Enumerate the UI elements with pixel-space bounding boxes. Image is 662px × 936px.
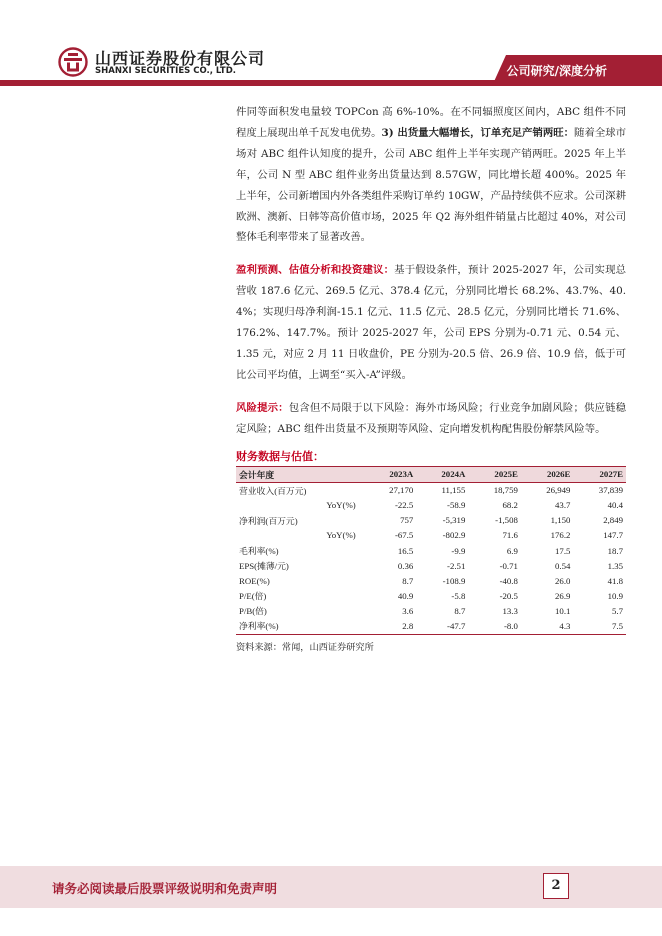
forecast-heading: 盈利预测、估值分析和投资建议： (236, 264, 395, 277)
table-source: 资料来源：常闻，山西证券研究所 (236, 641, 374, 653)
table-cell: -1,508 (495, 515, 518, 526)
para1-bold-heading: 3) 出货量大幅增长，订单充足产销两旺： (381, 126, 575, 139)
table-cell: -47.7 (416, 618, 468, 634)
table-cell: -2.51 (447, 560, 466, 571)
table-title: 财务数据与估值： (236, 449, 324, 463)
row-label: YoY(%) (326, 530, 356, 541)
table-cell: 16.5 (397, 545, 414, 556)
risk-text: 包含但不局限于以下风险：海外市场风险；行业竞争加剧风险；供应链稳定风险；ABC 组件出货量不及预期等风险、定向增发机构配售股份解禁风险等。 (236, 401, 627, 435)
table-cell: 17.5 (555, 545, 571, 556)
body-paragraph-3 (236, 398, 626, 440)
report-type-label: 公司研究/深度分析 (506, 64, 607, 78)
table-cell: -20.5 (499, 590, 518, 601)
table-cell: -802.9 (442, 530, 466, 541)
table-cell: -5,319 (442, 515, 466, 526)
table-cell: 147.7 (603, 530, 623, 541)
para1-text-a: 件同等面积发电量较 TOPCon 高 6%-10%。在不同辐照度区间内，ABC 组件不同程度上展现出单千瓦发电优势。 (236, 106, 626, 139)
table-cell: 2.8 (364, 618, 417, 634)
table-cell: 41.8 (607, 575, 623, 586)
table-cell: 40.9 (397, 590, 414, 601)
body-paragraph-1 (236, 102, 626, 248)
row-label: EPS(摊薄/元) (239, 561, 289, 572)
table-row (236, 573, 626, 588)
table-cell: 2,849 (603, 515, 623, 526)
row-label: ROE(%) (239, 575, 270, 586)
row-label: 净利率(%) (236, 618, 364, 634)
table-cell: 71.6 (502, 530, 518, 541)
table-row (236, 543, 626, 558)
table-cell: 0.54 (555, 560, 571, 571)
table-cell: 18.7 (607, 545, 623, 556)
company-name-en: SHANXI SECURITIES CO., LTD. (95, 66, 237, 76)
table-cell: 1,150 (550, 515, 571, 526)
row-label: 净利润(百万元) (239, 515, 298, 526)
table-cell: 0.36 (397, 560, 414, 571)
table-row (236, 528, 626, 543)
table-cell: 8.7 (402, 575, 414, 586)
table-row (236, 482, 626, 498)
table-cell: 26.9 (555, 590, 571, 601)
table-cell: -108.9 (442, 575, 466, 586)
table-cell: 8.7 (454, 605, 466, 616)
header-cell: 2024A (416, 466, 468, 482)
header-cell: 会计年度 (236, 466, 364, 482)
row-label: YoY(%) (326, 500, 356, 511)
table-cell: 37,839 (598, 485, 623, 496)
table-cell: 1.35 (607, 560, 623, 571)
shanxi-securities-logo-icon (58, 47, 88, 77)
table-cell: 6.9 (506, 545, 518, 556)
table-cell: 10.1 (555, 605, 571, 616)
table-cell: 176.2 (550, 530, 571, 541)
page-number: 2 (543, 873, 569, 899)
header-cell: 2025E (468, 466, 521, 482)
row-label: 营业收入(百万元) (239, 485, 307, 496)
table-row (236, 498, 626, 513)
table-cell: -58.9 (447, 500, 466, 511)
row-label: 毛利率(%) (239, 546, 279, 557)
header-cell: 2026E (521, 466, 574, 482)
row-label: P/E(倍) (239, 591, 267, 602)
body-paragraph-2 (236, 260, 626, 385)
table-cell: 3.6 (402, 605, 414, 616)
table-cell: 4.3 (521, 618, 574, 634)
table-cell: -8.0 (468, 618, 521, 634)
financial-table (236, 466, 626, 635)
company-name-cn: 山西证券股份有限公司 (95, 49, 266, 68)
table-cell: -5.8 (451, 590, 466, 601)
table-cell: 26.0 (555, 575, 571, 586)
row-label: P/B(倍) (239, 606, 267, 617)
table-cell: -0.71 (499, 560, 518, 571)
forecast-text: 基于假设条件，预计 2025-2027 年，公司实现总营收 187.6 亿元、269.5 亿元、378.4 亿元，分别同比增长 68.2%、43.7%、40.4%；实现归母净利润-15.1 亿元、11.5 亿元、28.5 亿元，分别同比增长 71.6%、176.2%、147.7%。预计 2025-2027 年，公司 EPS 分别为-0.71 元、0.54 元、1.35 元，对应 2 月 11 日收盘价，PE 分别为-20.5 倍、26.9 倍、10.9 倍，低于可比公司平均值，上调至“买入-A”评级。 (236, 264, 626, 381)
table-row (236, 513, 626, 528)
table-row (236, 618, 626, 634)
table-cell: 10.9 (607, 590, 623, 601)
table-cell: 13.3 (502, 605, 518, 616)
table-header-row (236, 466, 626, 482)
table-cell: -40.8 (499, 575, 518, 586)
table-row (236, 588, 626, 603)
table-cell: 40.4 (607, 500, 623, 511)
table-row (236, 603, 626, 618)
header-cell: 2027E (573, 466, 626, 482)
table-cell: 27,170 (389, 485, 414, 496)
table-cell: -9.9 (451, 545, 466, 556)
table-cell: 18,759 (493, 485, 518, 496)
table-cell: 26,949 (546, 485, 571, 496)
header-cell: 2023A (364, 466, 417, 482)
table-row (236, 558, 626, 573)
table-cell: 68.2 (502, 500, 518, 511)
disclaimer-link[interactable]: 请务必阅读最后股票评级说明和免责声明 (52, 881, 278, 896)
table-cell: 5.7 (612, 605, 623, 616)
risk-heading: 风险提示： (236, 401, 289, 414)
table-cell: 11,155 (441, 485, 466, 496)
table-cell: -67.5 (394, 530, 414, 541)
table-cell: 43.7 (555, 500, 571, 511)
table-cell: 757 (400, 515, 414, 526)
table-cell: 7.5 (573, 618, 626, 634)
table-cell: -22.5 (394, 500, 414, 511)
para1-text-b: 随着全球市场对 ABC 组件认知度的提升，公司 ABC 组件上半年实现产销两旺。2025 年上半年，公司 N 型 ABC 组件业务出货量达到 8.57GW，同比增长超 400%。2025 年上半年，公司新增国内外各类组件采购订单约 10GW，产品持续供不应求。公司深耕欧洲、澳新、日韩等高价值市场，2025 年 Q2 海外组件销量占比超过 40%，对公司整体毛利率带来了显著改善。 (236, 126, 627, 244)
main-content (236, 102, 626, 653)
